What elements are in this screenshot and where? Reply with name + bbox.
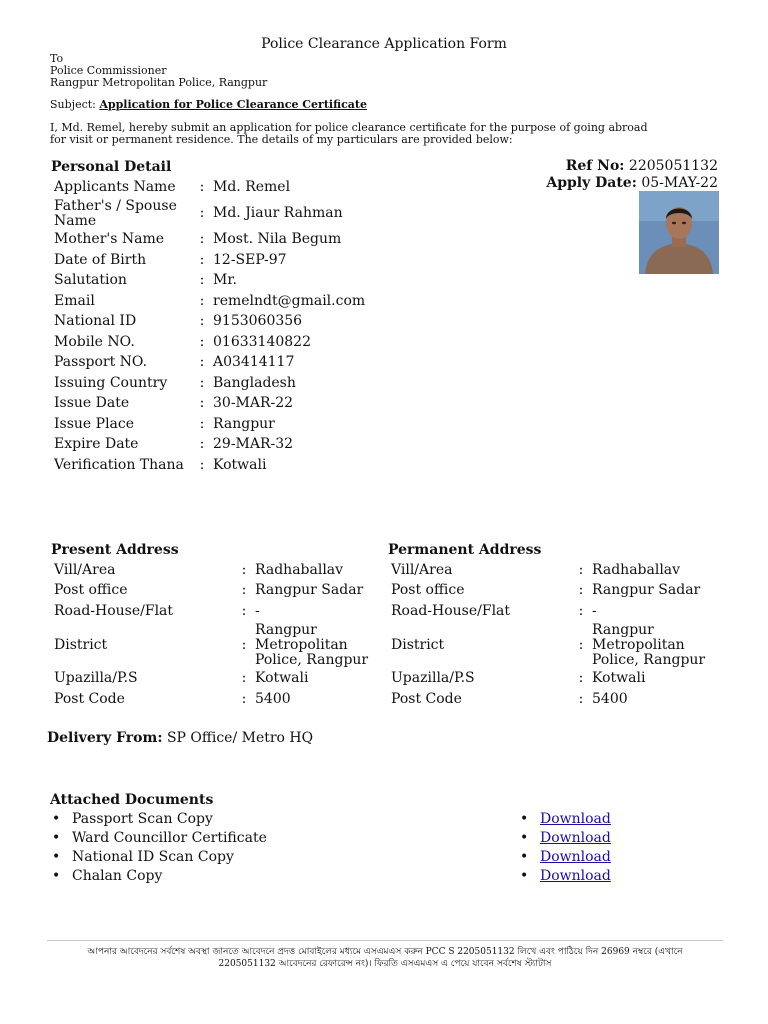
field-value: remelndt@gmail.com xyxy=(213,292,366,309)
table-row xyxy=(51,250,368,271)
field-value: Rangpur Sadar xyxy=(255,582,364,599)
field-separator: : xyxy=(578,582,584,599)
ref-label: Ref No: xyxy=(565,158,625,174)
field-label: Vill/Area xyxy=(391,561,453,578)
field-separator: : xyxy=(199,292,205,309)
applicant-photo-image xyxy=(639,191,719,274)
table-row xyxy=(51,601,380,622)
field-value: 5400 xyxy=(592,690,628,707)
list-item xyxy=(518,829,668,848)
table-row xyxy=(51,312,368,333)
field-value: Radhaballav xyxy=(592,561,681,578)
field-value: Rangpur xyxy=(213,415,275,432)
present-address-table xyxy=(51,560,380,710)
field-value: Most. Nila Begum xyxy=(213,231,342,248)
field-separator: : xyxy=(241,582,247,599)
field-label: National ID xyxy=(54,313,137,330)
table-row xyxy=(388,581,717,602)
field-value: Bangladesh xyxy=(213,374,296,391)
field-separator: : xyxy=(199,251,205,268)
applicant-photo xyxy=(639,191,719,274)
field-label: Mobile NO. xyxy=(54,333,135,350)
field-value: 30-MAR-22 xyxy=(213,395,294,412)
field-label: Mother's Name xyxy=(54,231,165,248)
delivery-line xyxy=(47,730,313,746)
field-value: Md. Remel xyxy=(213,178,291,195)
ref-value: 2205051132 xyxy=(628,158,718,174)
table-row xyxy=(51,230,368,251)
field-label: Passport NO. xyxy=(54,354,148,371)
list-item: • National ID Scan Copy xyxy=(50,848,350,867)
subject-line xyxy=(50,98,367,111)
ref-number xyxy=(546,158,718,175)
list-item xyxy=(518,848,668,867)
table-row xyxy=(388,689,717,710)
table-row xyxy=(51,560,380,581)
table-row xyxy=(388,601,717,622)
field-label: District xyxy=(54,636,108,653)
subject-text: Application for Police Clearance Certificate xyxy=(99,98,368,111)
field-value: 12-SEP-97 xyxy=(213,251,287,268)
field-value: A03414117 xyxy=(213,354,295,371)
table-row xyxy=(51,394,368,415)
delivery-label: Delivery From: xyxy=(47,730,163,746)
intro-line: for visit or permanent residence. The details of my particulars are provided below: xyxy=(50,133,513,146)
field-label: Post office xyxy=(391,582,465,599)
table-row xyxy=(51,581,380,602)
field-separator: : xyxy=(199,395,205,412)
field-separator: : xyxy=(578,561,584,578)
field-label: Post Code xyxy=(54,690,125,707)
field-separator: : xyxy=(199,205,205,221)
table-row xyxy=(388,622,717,669)
field-value: 29-MAR-32 xyxy=(213,436,294,453)
apply-date-value: 05-MAY-22 xyxy=(641,175,718,191)
field-separator: : xyxy=(199,354,205,371)
footer-line: 2205051132 আবেদনের রেফারেন্স নং)। ফিরতি এসএমএস এ পেয়ে যাবেন সর্বশেষ স্ট্যাটাস xyxy=(218,959,552,969)
footer-line: আপনার আবেদনের সর্বশেষ অবস্থা জানতে আবেদনে প্রদত্ত মোবাইলের মধ্যমে এসএমএস করুন PCC S 2205051132 লিখে এবং পাঠিয়ে দিন 26969 নম্বরে (এখানে xyxy=(87,947,683,957)
field-label: Expire Date xyxy=(54,436,139,453)
field-value: Kotwali xyxy=(592,670,646,687)
page-title: Police Clearance Application Form xyxy=(261,36,507,52)
field-separator: : xyxy=(199,333,205,350)
table-row xyxy=(51,177,368,198)
field-label: Father's / Spouse Name xyxy=(54,197,177,229)
field-separator: : xyxy=(199,178,205,195)
field-separator: : xyxy=(199,313,205,330)
footer-divider xyxy=(47,940,723,941)
field-separator: : xyxy=(578,636,584,653)
personal-detail-table xyxy=(51,177,368,476)
field-label: Date of Birth xyxy=(54,251,147,268)
field-label: Post office xyxy=(54,582,128,599)
table-row xyxy=(388,560,717,581)
field-label: Road-House/Flat xyxy=(391,602,511,619)
recipient-line: To xyxy=(50,52,64,65)
reference-block xyxy=(546,158,718,192)
field-separator: : xyxy=(578,602,584,619)
apply-date xyxy=(546,175,718,192)
field-separator: : xyxy=(199,456,205,473)
field-label: Post Code xyxy=(391,690,462,707)
field-value: - xyxy=(255,602,260,619)
field-value: Radhaballav xyxy=(255,561,344,578)
field-value: 5400 xyxy=(255,690,291,707)
table-row xyxy=(51,414,368,435)
download-link-passport[interactable]: Download xyxy=(540,811,611,827)
recipient-line: Police Commissioner xyxy=(50,64,167,77)
field-value: Kotwali xyxy=(255,670,309,687)
field-value: - xyxy=(592,602,597,619)
table-row xyxy=(51,271,368,292)
field-label: Issue Date xyxy=(54,395,130,412)
field-separator: : xyxy=(199,231,205,248)
intro-paragraph xyxy=(50,122,690,146)
field-label: Email xyxy=(54,292,95,309)
field-label: Vill/Area xyxy=(54,561,116,578)
field-label: Salutation xyxy=(54,272,127,289)
attachment-link-list xyxy=(518,810,668,886)
subject-label: Subject: xyxy=(50,98,96,111)
table-row xyxy=(388,669,717,690)
field-label: Applicants Name xyxy=(54,178,176,195)
download-link-chalan[interactable]: Download xyxy=(540,868,611,884)
delivery-value: SP Office/ Metro HQ xyxy=(166,730,314,746)
recipient-line: Rangpur Metropolitan Police, Rangpur xyxy=(50,76,268,89)
table-row xyxy=(51,435,368,456)
apply-date-label: Apply Date: xyxy=(546,175,637,191)
field-separator: : xyxy=(199,374,205,391)
field-separator: : xyxy=(578,690,584,707)
attachment-name-list xyxy=(50,810,350,886)
recipient-block xyxy=(50,53,267,89)
table-row xyxy=(51,455,368,476)
field-separator: : xyxy=(199,415,205,432)
field-label: Issue Place xyxy=(54,415,135,432)
field-separator: : xyxy=(199,272,205,289)
field-value: 9153060356 xyxy=(213,313,303,330)
field-label: Upazilla/P.S xyxy=(391,670,475,687)
field-label: Issuing Country xyxy=(54,374,168,391)
table-row xyxy=(51,669,380,690)
field-value: Mr. xyxy=(213,272,237,289)
download-link-national-id[interactable]: Download xyxy=(540,849,611,865)
field-label: District xyxy=(391,636,445,653)
field-label: Verification Thana xyxy=(54,456,184,473)
field-value: Kotwali xyxy=(213,456,267,473)
attached-documents-heading: Attached Documents xyxy=(50,792,214,808)
field-value: 01633140822 xyxy=(213,333,311,350)
table-row xyxy=(51,198,368,230)
list-item: • Ward Councillor Certificate xyxy=(50,829,350,848)
footer-note xyxy=(47,946,723,970)
field-separator: : xyxy=(241,690,247,707)
field-value: Rangpur Metropolitan Police, Rangpur xyxy=(255,621,369,668)
field-separator: : xyxy=(199,436,205,453)
table-row xyxy=(51,353,368,374)
permanent-address-heading: Permanent Address xyxy=(388,542,542,558)
list-item: • Passport Scan Copy xyxy=(50,810,350,829)
personal-detail-heading: Personal Detail xyxy=(51,159,172,175)
list-item xyxy=(518,867,668,886)
field-value: Md. Jiaur Rahman xyxy=(213,205,343,221)
table-row xyxy=(51,373,368,394)
field-separator: : xyxy=(241,636,247,653)
field-value: Rangpur Sadar xyxy=(592,582,701,599)
list-item: • Chalan Copy xyxy=(50,867,350,886)
field-label: Road-House/Flat xyxy=(54,602,174,619)
permanent-address-table xyxy=(388,560,717,710)
field-label: Upazilla/P.S xyxy=(54,670,138,687)
intro-line: I, Md. Remel, hereby submit an application for police clearance certificate for the purpose of going abroad xyxy=(50,121,648,134)
field-value: Rangpur Metropolitan Police, Rangpur xyxy=(592,621,706,668)
field-separator: : xyxy=(241,602,247,619)
field-separator: : xyxy=(241,561,247,578)
field-separator: : xyxy=(578,670,584,687)
download-link-ward-certificate[interactable]: Download xyxy=(540,830,611,846)
list-item xyxy=(518,810,668,829)
table-row xyxy=(51,622,380,669)
table-row xyxy=(51,689,380,710)
present-address-heading: Present Address xyxy=(51,542,179,558)
table-row xyxy=(51,291,368,312)
table-row xyxy=(51,332,368,353)
field-separator: : xyxy=(241,670,247,687)
